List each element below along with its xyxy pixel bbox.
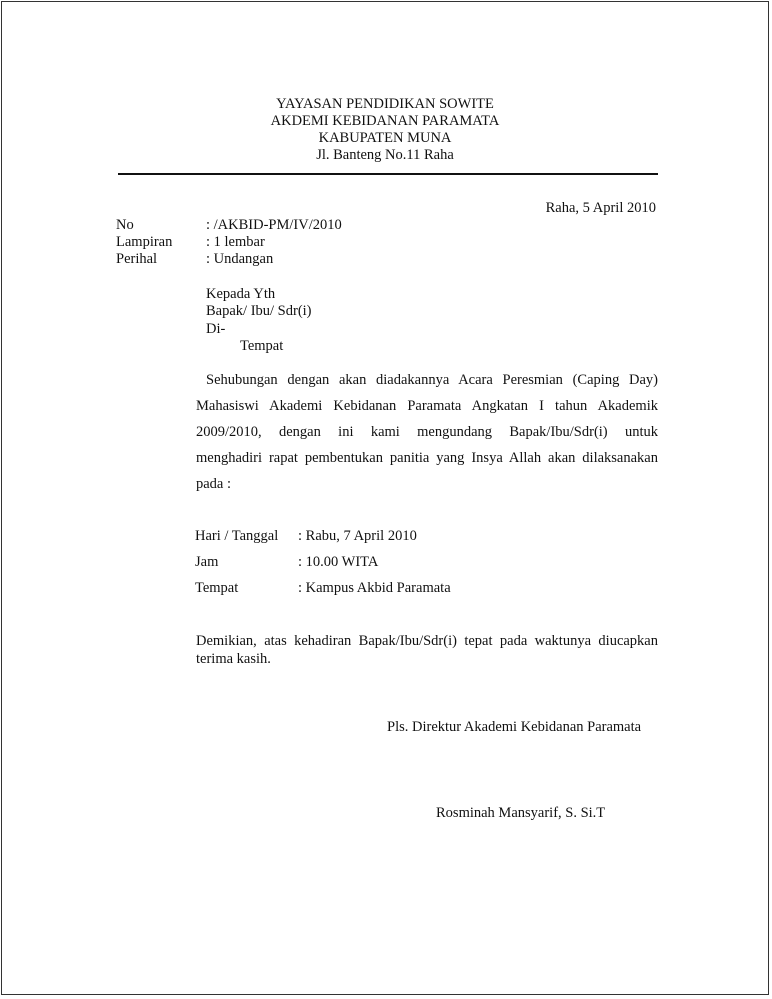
schedule-place-label: Tempat	[195, 580, 239, 596]
recipient-name: Bapak/ Ibu/ Sdr(i)	[206, 303, 312, 319]
letterhead-divider	[118, 173, 658, 175]
perihal-label: Perihal	[116, 251, 158, 267]
letter-date: Raha, 5 April 2010	[545, 200, 656, 216]
closing-line: Demikian, atas kehadiran Bapak/Ibu/Sdr(i) tepat pada waktunya diucapkan	[196, 633, 658, 649]
schedule-day-label: Hari / Tanggal	[195, 528, 279, 544]
signature-title: Pls. Direktur Akademi Kebidanan Paramata	[387, 719, 642, 735]
body-line: Sehubungan dengan akan diadakannya Acara Peresmian (Caping Day)	[206, 372, 658, 388]
body-line: Mahasiswi Akademi Kebidanan Paramata Angkatan I tahun Akademik	[196, 398, 658, 414]
body-line: menghadiri rapat pembentukan panitia yang Insya Allah akan dilaksanakan	[196, 450, 658, 466]
body-line: 2009/2010, dengan ini kami mengundang Bapak/Ibu/Sdr(i) untuk	[196, 424, 658, 440]
schedule-place-value: : Kampus Akbid Paramata	[298, 580, 451, 596]
perihal-value: : Undangan	[206, 251, 274, 267]
schedule-day-value: : Rabu, 7 April 2010	[298, 528, 417, 544]
letterhead	[2, 96, 768, 164]
lampiran-value: : 1 lembar	[206, 234, 265, 250]
closing-paragraph	[196, 633, 658, 669]
body-paragraph	[196, 372, 658, 502]
recipient-di: Di-	[206, 321, 226, 337]
schedule-time-value: : 10.00 WITA	[298, 554, 379, 570]
recipient-place: Tempat	[240, 338, 284, 354]
body-line: pada :	[196, 476, 232, 492]
letterhead-academy: AKDEMI KEBIDANAN PARAMATA	[270, 113, 500, 129]
signature-name: Rosminah Mansyarif, S. Si.T	[436, 805, 606, 821]
letterhead-foundation: YAYASAN PENDIDIKAN SOWITE	[276, 96, 494, 112]
letterhead-address: Jl. Banteng No.11 Raha	[316, 147, 454, 163]
no-value: : /AKBID-PM/IV/2010	[206, 217, 342, 233]
recipient-salutation: Kepada Yth	[206, 286, 276, 302]
lampiran-label: Lampiran	[116, 234, 173, 250]
letterhead-regency: KABUPATEN MUNA	[318, 130, 452, 146]
schedule-time-label: Jam	[195, 554, 219, 570]
closing-line: terima kasih.	[196, 651, 271, 667]
no-label: No	[116, 217, 134, 233]
letter-page	[1, 1, 769, 995]
